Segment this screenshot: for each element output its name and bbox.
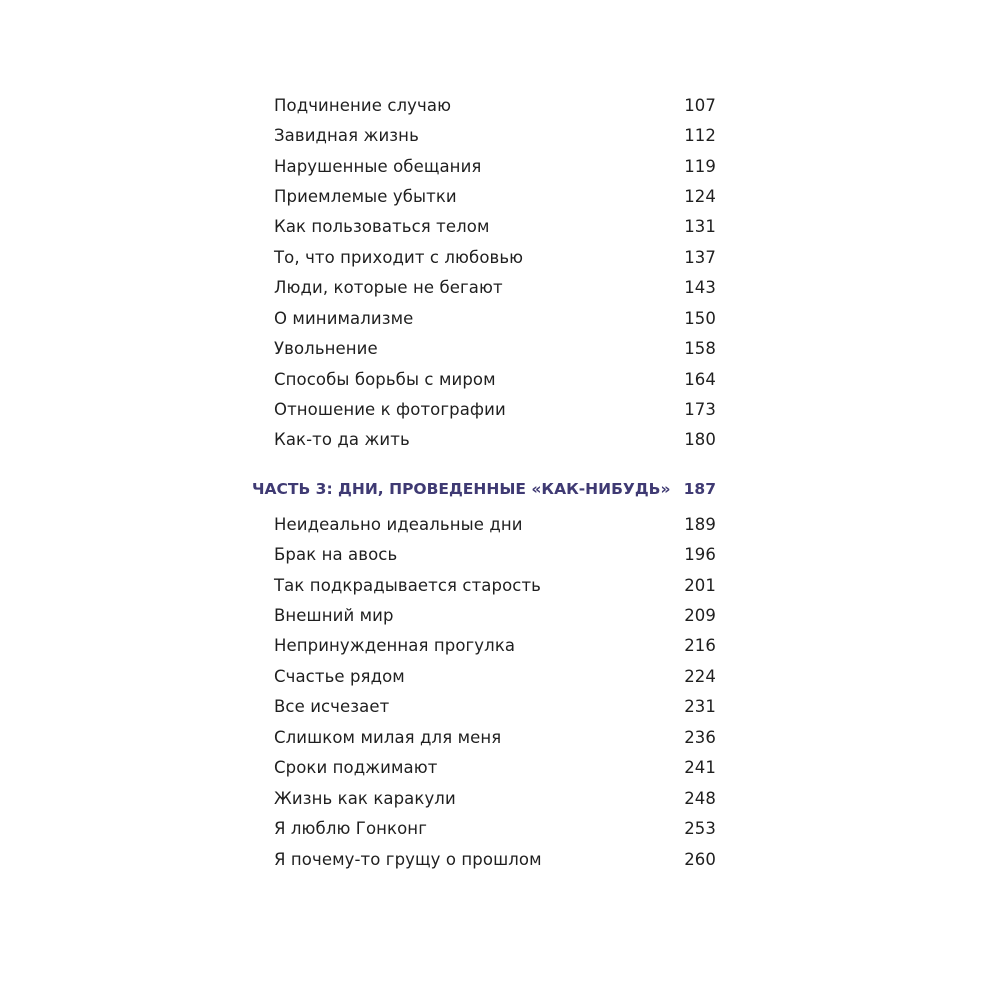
part-heading-page: 187 xyxy=(683,480,716,498)
toc-entry-title: Я люблю Гонконг xyxy=(274,818,427,838)
toc-entry-page: 143 xyxy=(684,277,716,297)
toc-entry-page: 201 xyxy=(684,575,716,595)
toc-entry xyxy=(274,844,716,874)
toc-entry-title: Я почему-то грущу о прошлом xyxy=(274,849,542,869)
toc-entry-title: Способы борьбы с миром xyxy=(274,369,496,389)
toc-entry xyxy=(274,242,716,272)
toc-entry-page: 236 xyxy=(684,727,716,747)
toc-entry xyxy=(274,120,716,150)
toc-entry-page: 173 xyxy=(684,399,716,419)
toc-entry-page: 180 xyxy=(684,429,716,449)
toc-entry-title: О минимализме xyxy=(274,308,414,328)
toc-entry-title: Увольнение xyxy=(274,338,378,358)
toc-entry xyxy=(274,303,716,333)
toc-entry-title: Люди, которые не бегают xyxy=(274,277,503,297)
toc-entry xyxy=(274,181,716,211)
toc-entry-page: 216 xyxy=(684,635,716,655)
toc-entry-page: 196 xyxy=(684,544,716,564)
toc-entry-page: 119 xyxy=(684,156,716,176)
toc-entry-title: Нарушенные обещания xyxy=(274,156,482,176)
toc-entry-title: Сроки поджимают xyxy=(274,757,438,777)
toc-entry-page: 150 xyxy=(684,308,716,328)
toc-entry-title: Внешний мир xyxy=(274,605,394,625)
toc-entry-title: Непринужденная прогулка xyxy=(274,635,516,655)
toc-entry-page: 124 xyxy=(684,186,716,206)
toc-entry-page: 164 xyxy=(684,369,716,389)
toc-entry-page: 241 xyxy=(684,757,716,777)
toc-entry xyxy=(274,600,716,630)
toc-entry xyxy=(274,630,716,660)
toc-entry xyxy=(274,722,716,752)
toc-entry-title: Брак на авось xyxy=(274,544,398,564)
toc-entry xyxy=(274,272,716,302)
toc-entry-page: 158 xyxy=(684,338,716,358)
toc-entry xyxy=(274,424,716,454)
toc-entry-page: 209 xyxy=(684,605,716,625)
toc-entry xyxy=(274,661,716,691)
toc-entry-page: 131 xyxy=(684,216,716,236)
toc-entry-title: Слишком милая для меня xyxy=(274,727,502,747)
toc-entry-title: Как пользоваться телом xyxy=(274,216,490,236)
toc-entry-title: Счастье рядом xyxy=(274,666,405,686)
toc-entry xyxy=(274,509,716,539)
toc-entry-title: Все исчезает xyxy=(274,696,390,716)
part-heading-title: ЧАСТЬ 3: ДНИ, ПРОВЕДЕННЫЕ «КАК-НИБУДЬ» xyxy=(252,480,671,498)
toc-entry-title: То, что приходит с любовью xyxy=(274,247,524,267)
toc-entry xyxy=(274,394,716,424)
toc-entry-page: 137 xyxy=(684,247,716,267)
toc-entry xyxy=(274,539,716,569)
toc-entry-page: 231 xyxy=(684,696,716,716)
toc-entry-page: 248 xyxy=(684,788,716,808)
toc-entry xyxy=(274,783,716,813)
toc-entry xyxy=(274,752,716,782)
toc-entry xyxy=(274,813,716,843)
toc-entry-title: Как-то да жить xyxy=(274,429,410,449)
toc-entry xyxy=(274,691,716,721)
toc-entry-title: Приемлемые убытки xyxy=(274,186,457,206)
toc-entry-title: Завидная жизнь xyxy=(274,125,419,145)
toc-entry-page: 107 xyxy=(684,95,716,115)
toc-entry-page: 112 xyxy=(684,125,716,145)
toc-entry-title: Так подкрадывается старость xyxy=(274,575,541,595)
toc-entry xyxy=(274,90,716,120)
toc-entry xyxy=(274,570,716,600)
toc-entry-page: 253 xyxy=(684,818,716,838)
toc-entry xyxy=(274,364,716,394)
toc-entry xyxy=(274,211,716,241)
toc-entry xyxy=(274,151,716,181)
toc-entry-page: 189 xyxy=(684,514,716,534)
toc-entry-title: Неидеально идеальные дни xyxy=(274,514,523,534)
part-heading xyxy=(252,474,716,504)
toc-entry-title: Жизнь как каракули xyxy=(274,788,456,808)
toc-entry xyxy=(274,333,716,363)
toc-entry-title: Отношение к фотографии xyxy=(274,399,506,419)
toc-entry-title: Подчинение случаю xyxy=(274,95,452,115)
toc-entry-page: 224 xyxy=(684,666,716,686)
toc-entry-page: 260 xyxy=(684,849,716,869)
